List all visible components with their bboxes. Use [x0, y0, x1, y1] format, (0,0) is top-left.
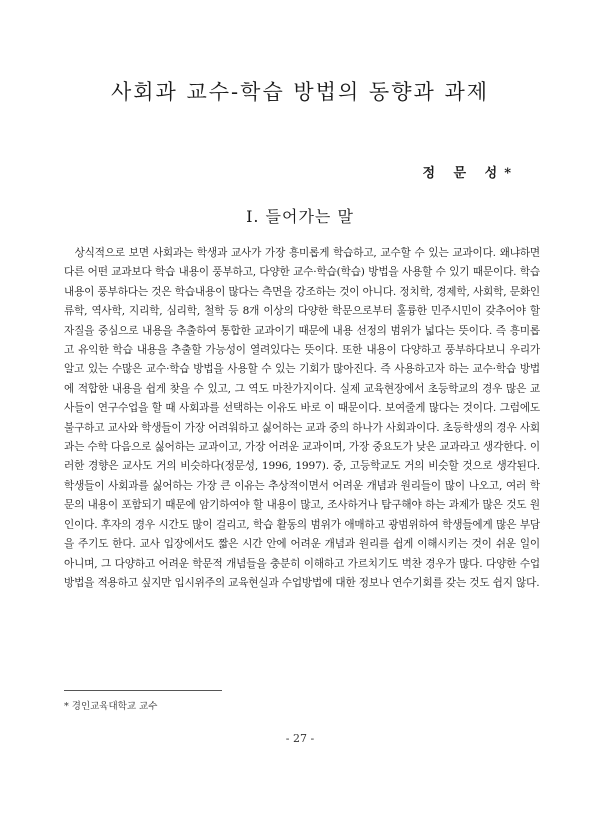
author-name: 정 문 성*	[422, 166, 518, 181]
footnote-divider	[64, 690, 222, 691]
section-heading: Ⅰ. 들어가는 말	[246, 207, 354, 226]
page-number: - 27 -	[285, 732, 315, 745]
footnote: * 경인교육대학교 교수	[64, 701, 158, 712]
body-paragraph: 상식적으로 보면 사회과는 학생과 교사가 가장 흥미롭게 학습하고, 교수할 수 있는 교과이다. 왜냐하면 다른 어떤 교과보다 학습 내용이 풍부하고, 다양한 교수·학습(학습) 방법을 사용할 수 있기 때문이다. 학습 내용이 풍부하다는 것은 학습내용이 많다는 측면을 강조하는 것이 아니다. 정치학, 경제학, 사회학, 문화인류학, 역사학, 지리학, 심리학, 철학 등 8개 이상의 다양한 학문으로부터 훌륭한 민주시민이 갖추어야 할 자질을 중심으로 내용을 추출하여 통합한 교과이기 때문에 내용 선정의 범위가 넓다는 뜻이다. 즉 흥미롭고 유익한 학습 내용을 추출할 가능성이 열려있다는 뜻이다. 또한 내용이 다양하고 풍부하다보니 우리가 알고 있는 수많은 교수·학습 방법을 사용할 수 있는 기회가 많아진다. 즉 사용하고자 하는 교수·학습 방법에 적합한 내용을 쉽게 찾을 수 있고, 그 역도 마찬가지이다. 실제 교육현장에서 초등학교의 경우 많은 교사들이 연구수업을 할 때 사회과를 선택하는 이유도 바로 이 때문이다. 보여줄게 많다는 것이다. 그럼에도 불구하고 교사와 학생들이 가장 어려워하고 싫어하는 교과 중의 하나가 사회과이다. 초등학생의 경우 사회과는 수학 다음으로 싫어하는 교과이고, 가장 어려운 교과이며, 가장 중요도가 낮은 교과라고 생각한다. 이러한 경향은 교사도 거의 비슷하다(정문성, 1996, 1997). 중, 고등학교도 거의 비슷할 것으로 생각된다. 학생들이 사회과를 싫어하는 가장 큰 이유는 추상적이면서 어려운 개념과 원리들이 많이 나오고, 여러 학문의 내용이 포함되기 때문에 암기하여야 할 내용이 많고, 조사하거나 탐구해야 하는 과제가 많은 것도 원인이다. 후자의 경우 시간도 많이 걸리고, 학습 활동의 범위가 애매하고 광범위하여 학생들에게 많은 부담을 주기도 한다. 교사 입장에서도 짧은 시간 안에 어려운 개념과 원리를 쉽게 이해시키는 것이 쉬운 일이 아니며, 그 다양하고 어려운 학문적 개념들을 충분히 이해하고 가르치기도 벅찬 경우가 많다. 다양한 수업 방법을 적용하고 싶지만 입시위주의 교육현실과 수업방법에 대한 정보나 연수기회를 갖는 것도 쉽지 않다.	[64, 247, 540, 589]
document-title: 사회과 교수-학습 방법의 동향과 과제	[110, 80, 490, 104]
